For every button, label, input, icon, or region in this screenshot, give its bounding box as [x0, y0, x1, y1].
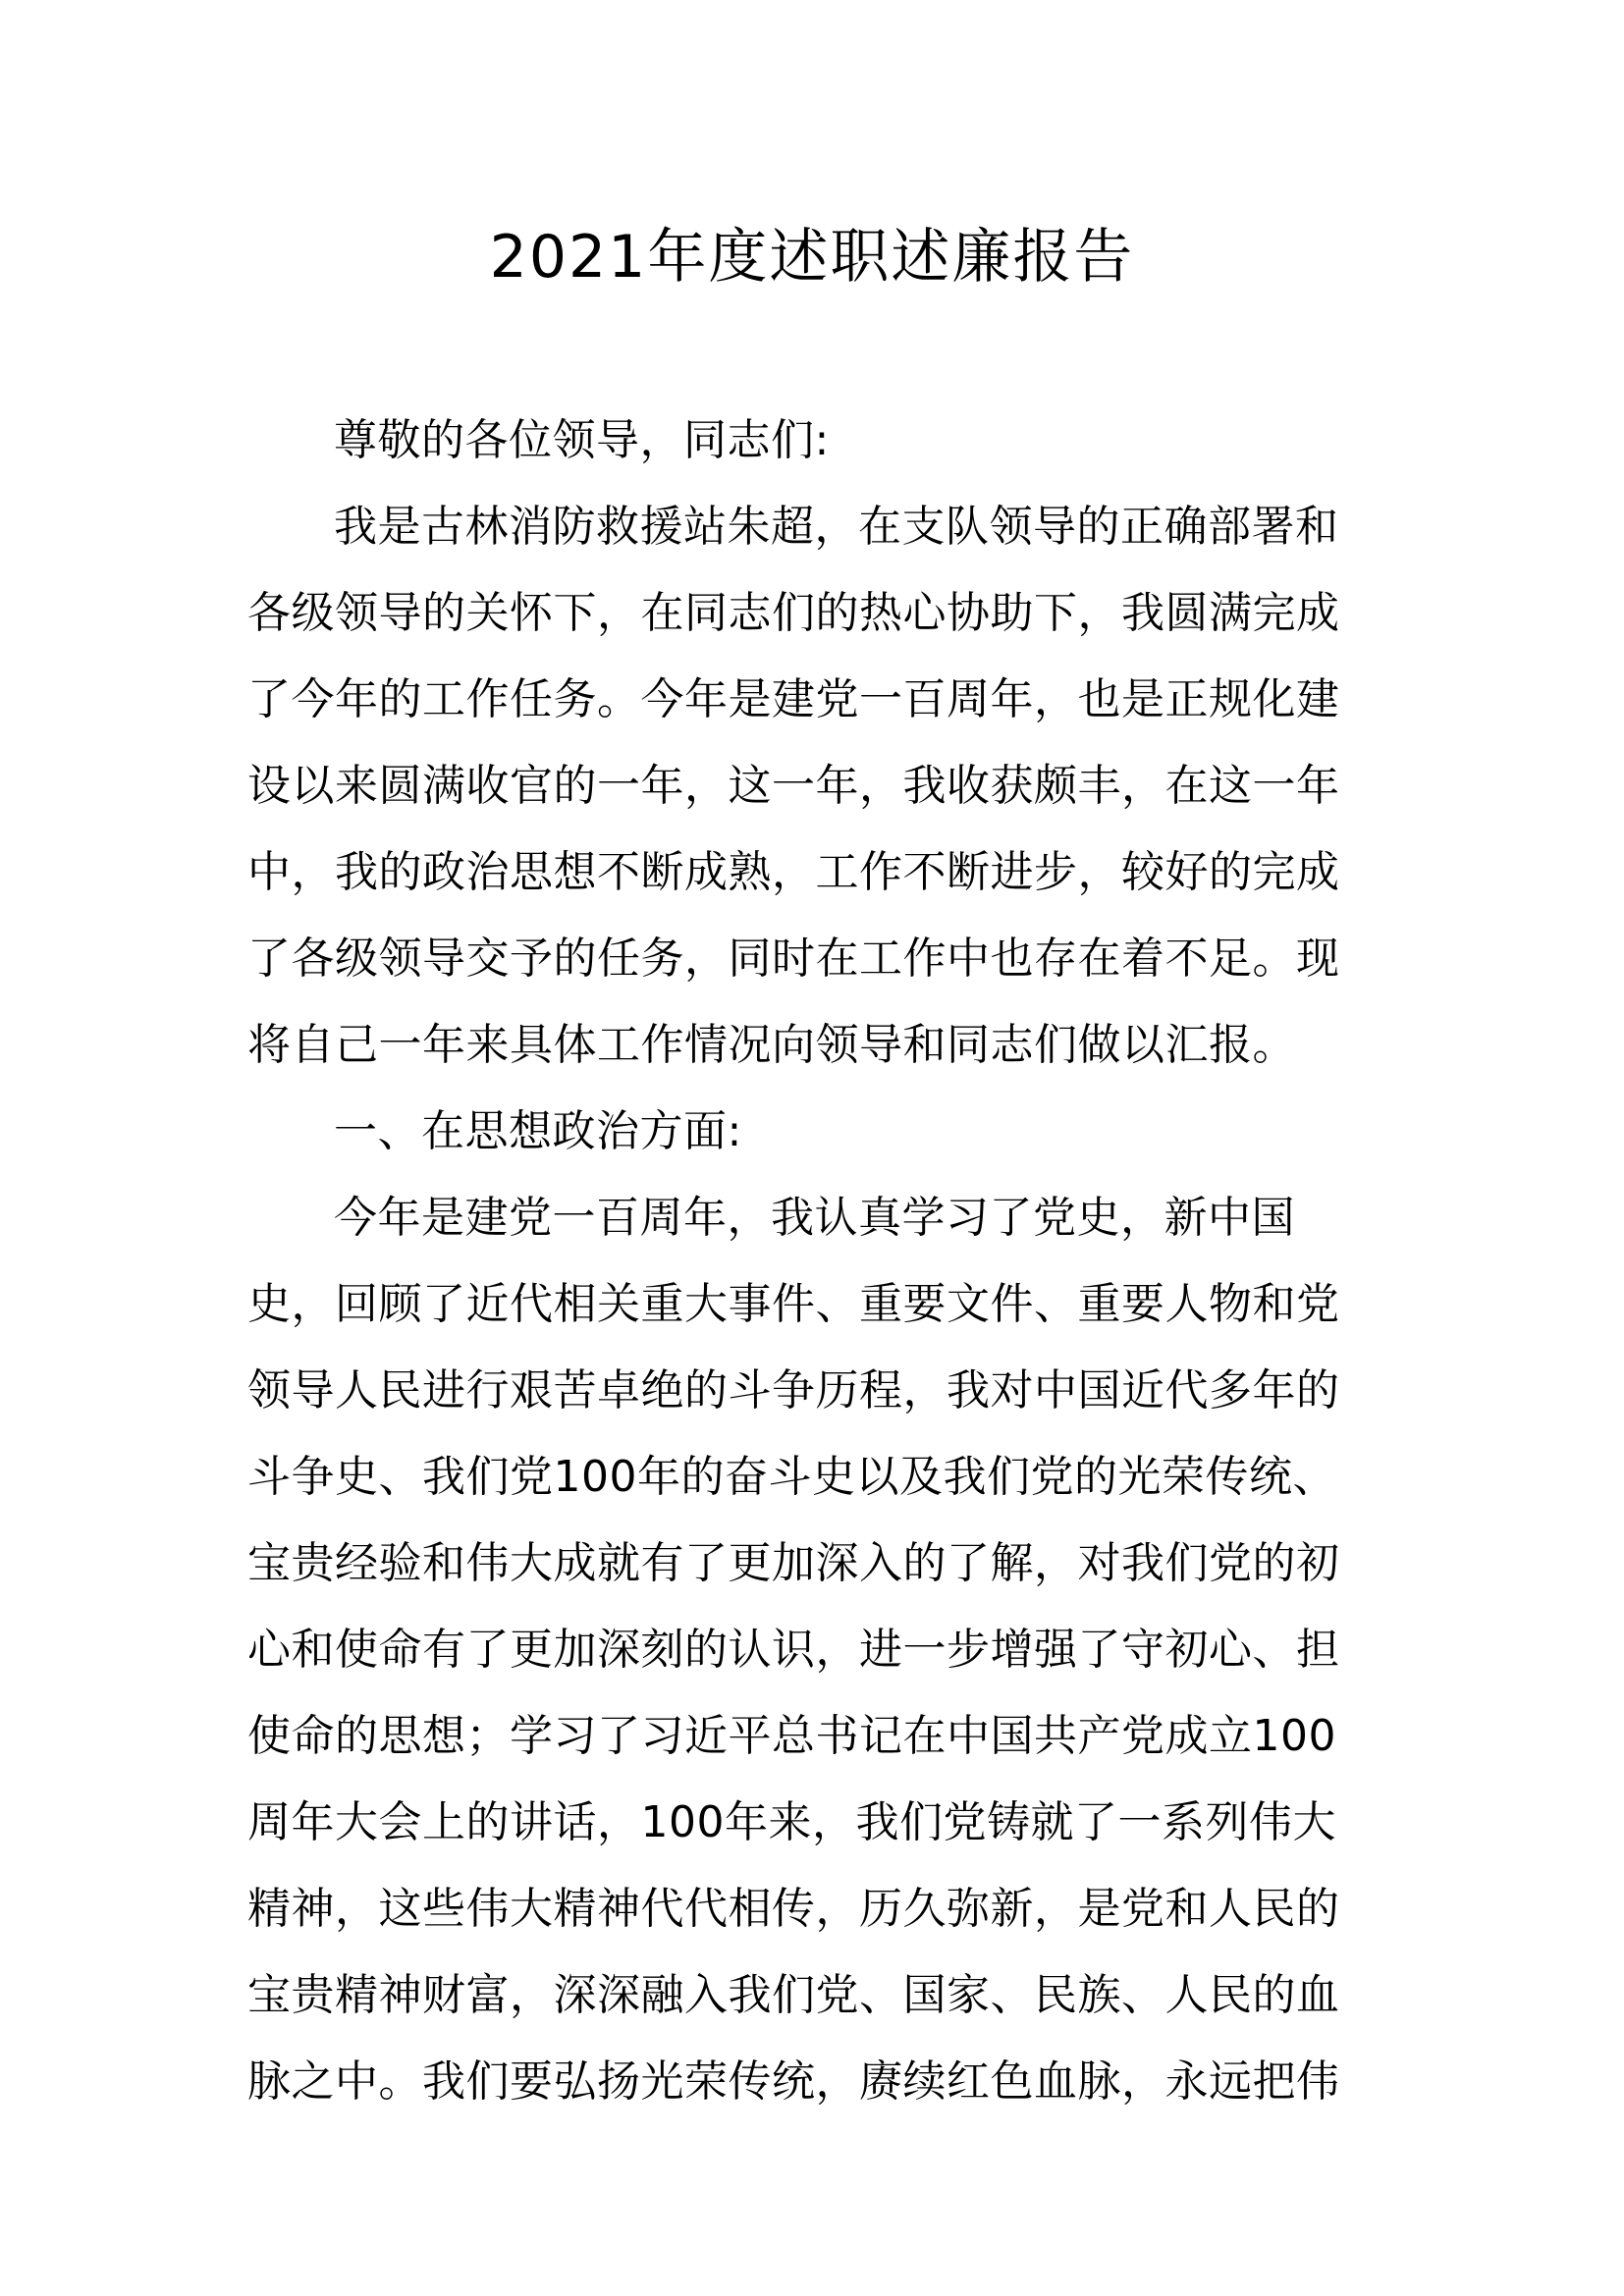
text-line: 心和使命有了更加深刻的认识，进一步增强了守初心、担	[247, 1625, 1340, 1675]
text-line: 我是古林消防救援站朱超，在支队领导的正确部署和	[334, 502, 1339, 552]
text-line: 使命的思想；学习了习近平总书记在中国共产党成立100	[247, 1711, 1336, 1761]
text-line: 了各级领导交予的任务，同时在工作中也存在着不足。现	[247, 934, 1340, 984]
text-line: 今年是建党一百周年，我认真学习了党史，新中国	[334, 1193, 1295, 1243]
text-line: 脉之中。我们要弘扬光荣传统，赓续红色血脉，永远把伟	[247, 2056, 1340, 2107]
document-title: 2021年度述职述廉报告	[489, 223, 1135, 292]
document-body	[247, 398, 1357, 2125]
text-line: 周年大会上的讲话，100年来，我们党铸就了一系列伟大	[247, 1797, 1336, 1847]
text-line: 史，回顾了近代相关重大事件、重要文件、重要人物和党	[247, 1279, 1340, 1329]
section-heading: 一、在思想政治方面:	[334, 1106, 742, 1156]
text-line: 宝贵经验和伟大成就有了更加深入的了解，对我们党的初	[247, 1538, 1340, 1588]
text-line: 精神，这些伟大精神代代相传，历久弥新，是党和人民的	[247, 1884, 1340, 1934]
text-line: 各级领导的关怀下，在同志们的热心协助下，我圆满完成	[247, 588, 1340, 638]
text-line: 中，我的政治思想不断成熟，工作不断进步，较好的完成	[247, 847, 1340, 897]
text-line: 将自己一年来具体工作情况向领导和同志们做以汇报。	[247, 1020, 1296, 1070]
text-line: 领导人民进行艰苦卓绝的斗争历程，我对中国近代多年的	[247, 1365, 1340, 1415]
text-line: 了今年的工作任务。今年是建党一百周年，也是正规化建	[247, 674, 1340, 724]
text-line: 尊敬的各位领导，同志们:	[334, 415, 830, 465]
text-line: 设以来圆满收官的一年，这一年，我收获颇丰，在这一年	[247, 761, 1340, 811]
text-line: 斗争史、我们党100年的奋斗史以及我们党的光荣传统、	[247, 1452, 1336, 1502]
text-line: 宝贵精神财富，深深融入我们党、国家、民族、人民的血	[247, 1970, 1340, 2020]
